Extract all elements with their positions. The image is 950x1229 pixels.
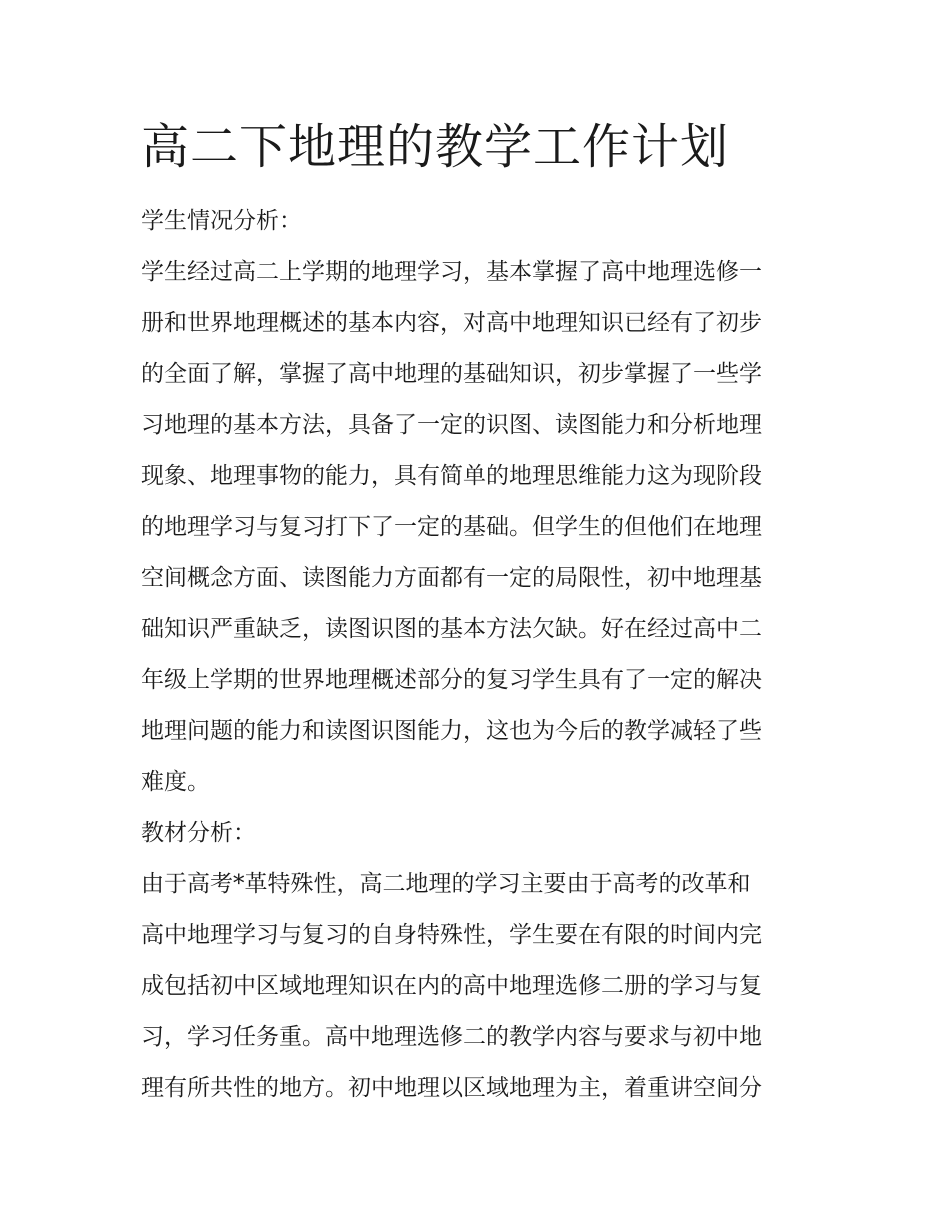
section-heading-student-analysis: 学生情况分析： — [141, 208, 302, 234]
paragraph-line: 的地理学习与复习打下了一定的基础。但学生的但他们在地理 — [141, 514, 762, 540]
paragraph-line: 理有所共性的地方。初中地理以区域地理为主，着重讲空间分 — [141, 1075, 762, 1101]
paragraph-line: 习，学习任务重。高中地理选修二的教学内容与要求与初中地 — [141, 1024, 762, 1050]
paragraph-line: 年级上学期的世界地理概述部分的复习学生具有了一定的解决 — [141, 667, 762, 693]
document-title: 高二下地理的教学工作计划 — [141, 119, 730, 175]
document-page — [141, 112, 813, 1114]
paragraph-line: 成包括初中区域地理知识在内的高中地理选修二册的学习与复 — [141, 973, 762, 999]
paragraph-line: 难度。 — [141, 769, 210, 795]
paragraph-line: 由于高考*革特殊性，高二地理的学习主要由于高考的改革和 — [141, 871, 751, 897]
paragraph-line: 地理问题的能力和读图识图能力，这也为今后的教学减轻了些 — [141, 718, 762, 744]
paragraph-line: 现象、地理事物的能力，具有简单的地理思维能力这为现阶段 — [141, 463, 762, 489]
section-heading-textbook-analysis: 教材分析： — [141, 820, 256, 846]
paragraph-line: 空间概念方面、读图能力方面都有一定的局限性，初中地理基 — [141, 565, 762, 591]
paragraph-line: 础知识严重缺乏，读图识图的基本方法欠缺。好在经过高中二 — [141, 616, 762, 642]
paragraph-line: 的全面了解，掌握了高中地理的基础知识，初步掌握了一些学 — [141, 361, 762, 387]
paragraph-line: 册和世界地理概述的基本内容，对高中地理知识已经有了初步 — [141, 310, 762, 336]
document-body — [141, 196, 813, 1114]
paragraph-line: 高中地理学习与复习的自身特殊性，学生要在有限的时间内完 — [141, 922, 762, 948]
paragraph-line: 学生经过高二上学期的地理学习，基本掌握了高中地理选修一 — [141, 259, 762, 285]
paragraph-line: 习地理的基本方法，具备了一定的识图、读图能力和分析地理 — [141, 412, 762, 438]
